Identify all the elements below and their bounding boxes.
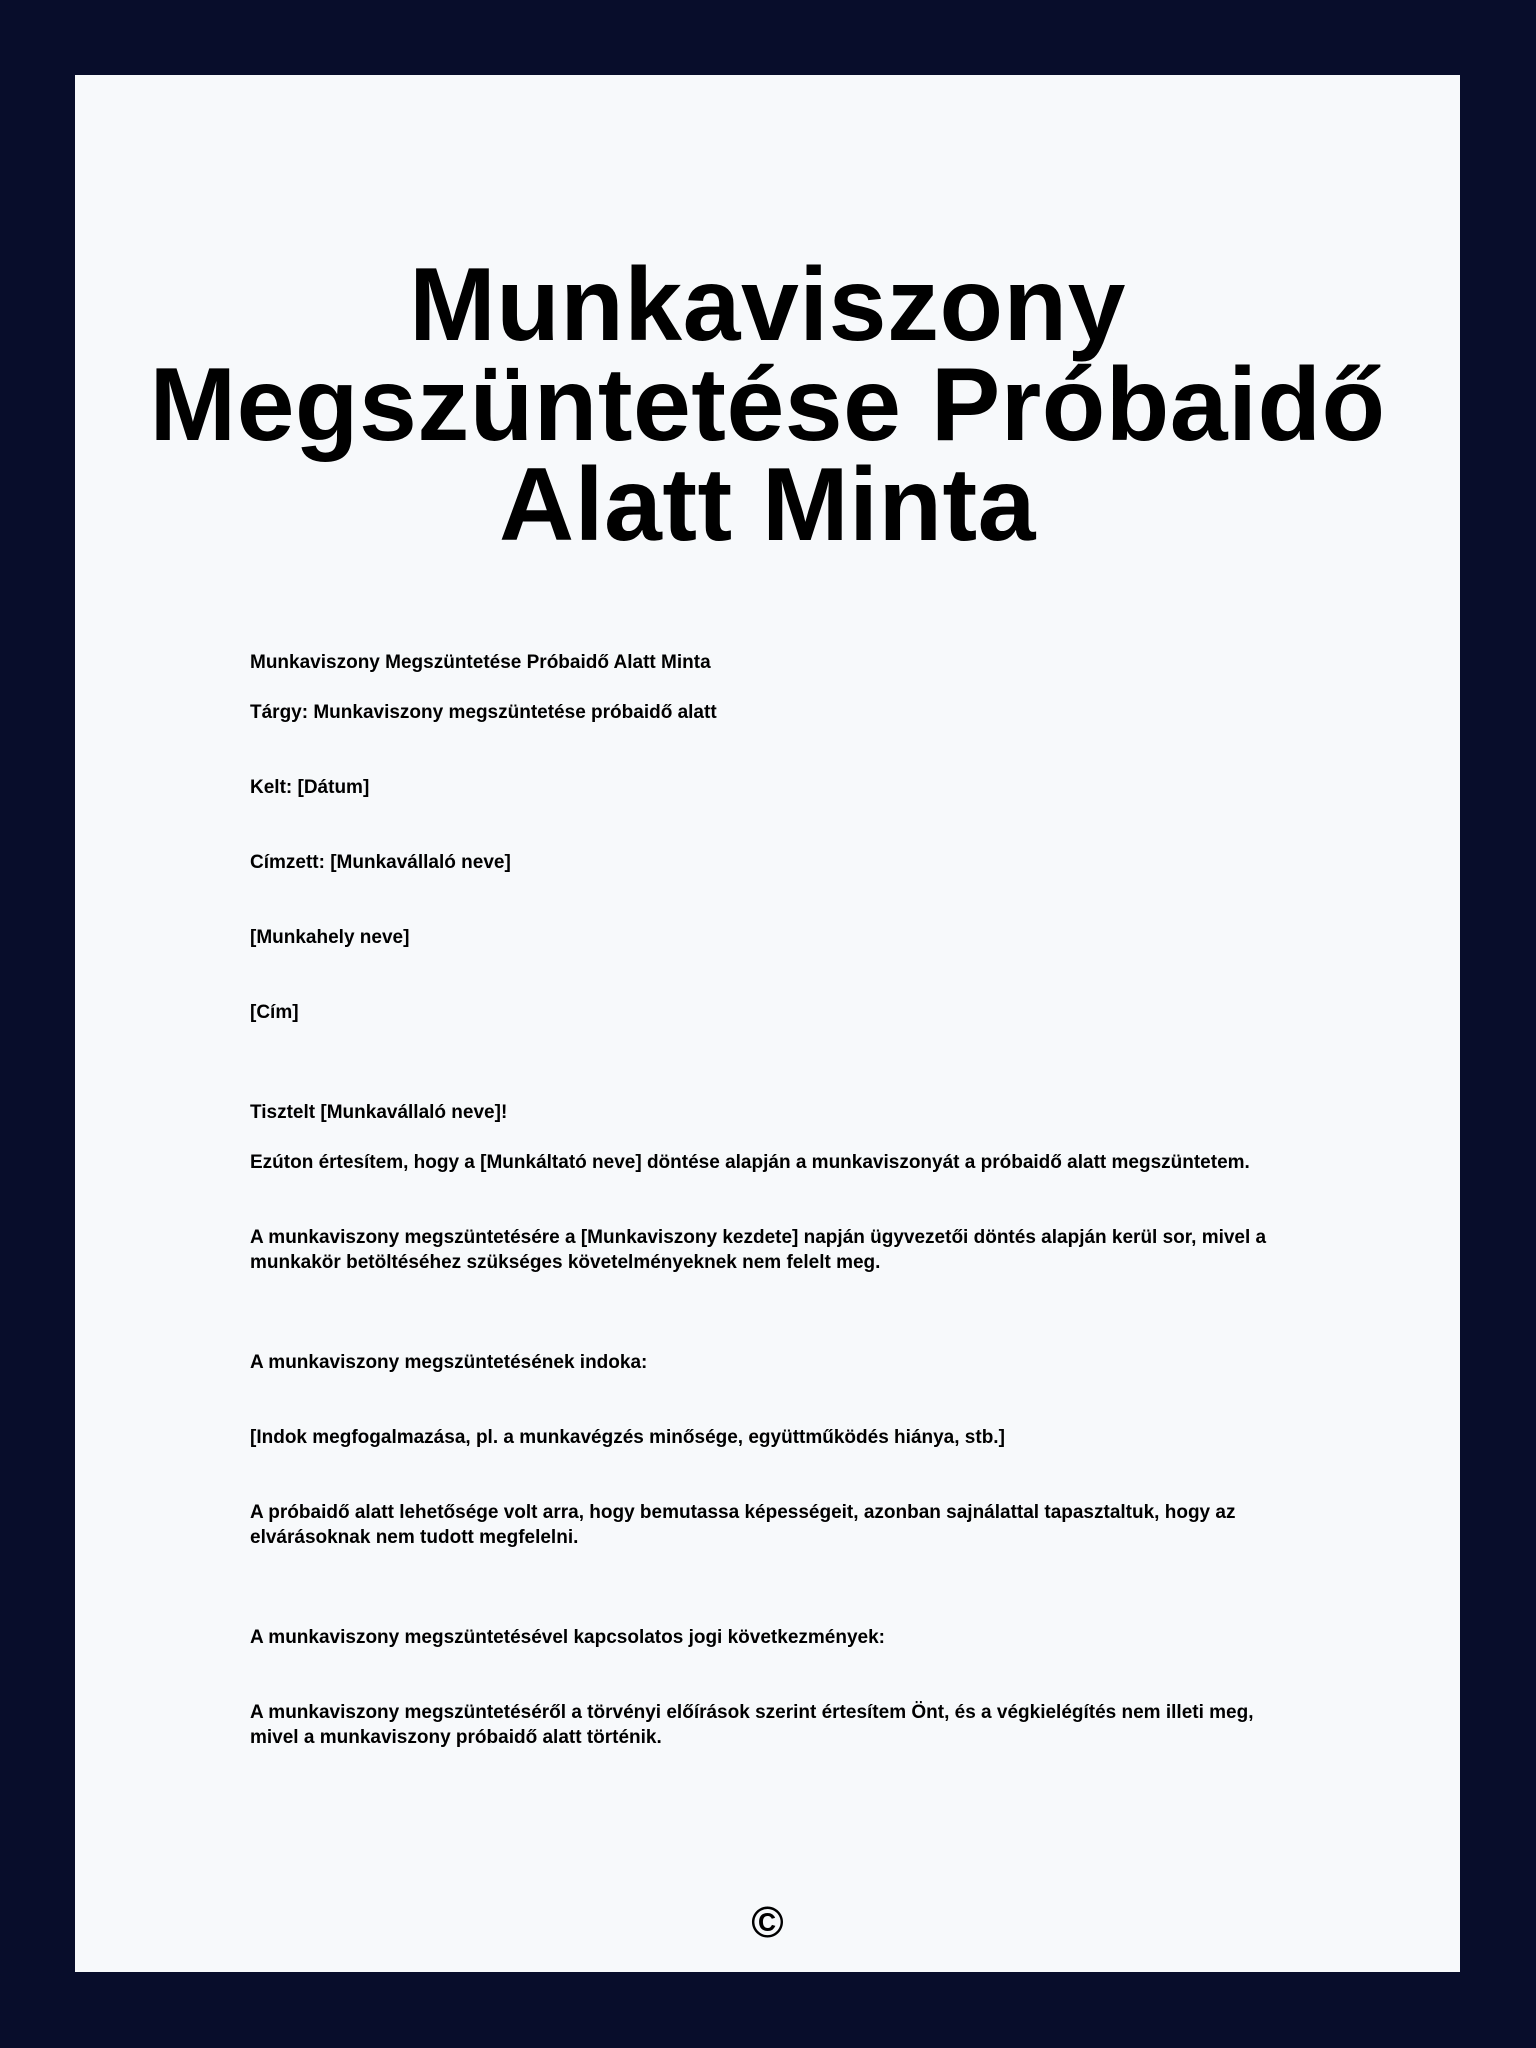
paragraph-termination-date: A munkaviszony megszüntetésére a [Munkaviszony kezdete] napján ügyvezetői döntés alapján kerül sor, mivel a munkakör betöltéséhez szükséges követelményeknek nem felelt meg. <box>250 1227 1267 1273</box>
reason-heading: A munkaviszony megszüntetésének indoka: <box>250 1352 648 1373</box>
salutation: Tisztelt [Munkavállaló neve]! <box>250 1102 508 1123</box>
document-page <box>75 75 1460 1972</box>
document-body <box>250 650 1290 1750</box>
date-line: Kelt: [Dátum] <box>250 777 370 798</box>
subject-line: Tárgy: Munkaviszony megszüntetése próbaidő alatt <box>250 702 717 723</box>
recipient-line: Címzett: [Munkavállaló neve] <box>250 852 511 873</box>
paragraph-notice: Ezúton értesítem, hogy a [Munkáltató neve] döntése alapján a munkaviszonyát a próbaidő alatt megszüntetem. <box>250 1152 1250 1173</box>
address-line: [Cím] <box>250 1002 299 1023</box>
workplace-line: [Munkahely neve] <box>250 927 410 948</box>
paragraph-legal: A munkaviszony megszüntetéséről a törvényi előírások szerint értesítem Önt, és a végkielégítés nem illeti meg, mivel a munkaviszony próbaidő alatt történik. <box>250 1702 1254 1748</box>
reason-placeholder: [Indok megfogalmazása, pl. a munkavégzés minősége, együttműködés hiánya, stb.] <box>250 1427 1005 1448</box>
legal-heading: A munkaviszony megszüntetésével kapcsolatos jogi következmények: <box>250 1627 885 1648</box>
paragraph-probation: A próbaidő alatt lehetősége volt arra, hogy bemutassa képességeit, azonban sajnálattal tapasztaltuk, hogy az elvárásoknak nem tudott megfelelni. <box>250 1502 1236 1548</box>
body-heading: Munkaviszony Megszüntetése Próbaidő Alatt Minta <box>250 652 711 673</box>
copyright-icon: © <box>751 1898 784 1947</box>
document-title: Munkaviszony Megszüntetése Próbaidő Alatt Minta <box>149 247 1386 563</box>
